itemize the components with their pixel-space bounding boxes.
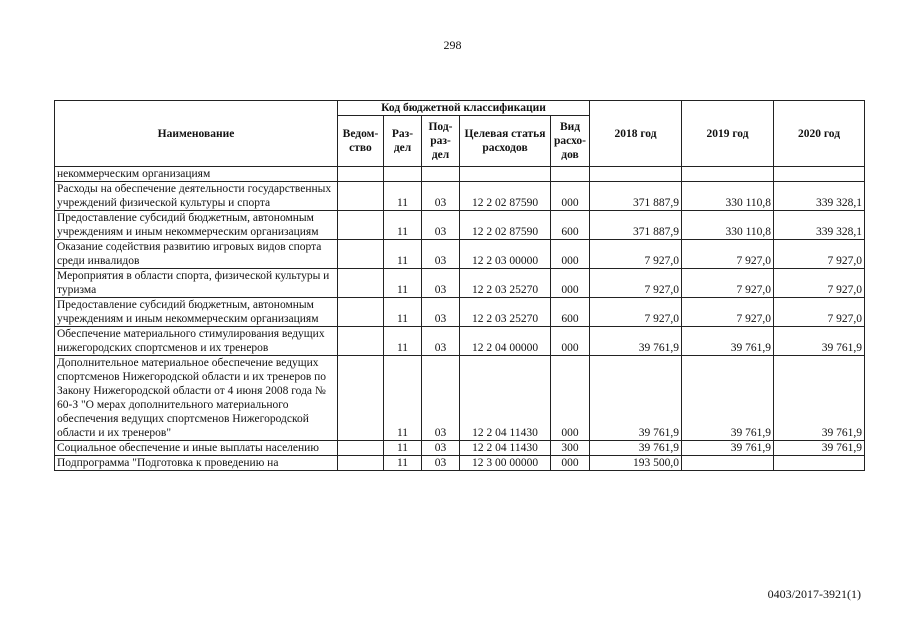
row-podrazdel: 03 <box>422 327 460 356</box>
table-row <box>55 441 865 456</box>
row-celevaya-statya: 12 2 04 00000 <box>460 327 551 356</box>
row-podrazdel: 03 <box>422 211 460 240</box>
row-value-2018: 371 887,9 <box>590 211 682 240</box>
table-row <box>55 167 865 182</box>
row-razdel: 11 <box>384 456 422 471</box>
row-celevaya-statya: 12 2 03 25270 <box>460 269 551 298</box>
row-celevaya-statya: 12 3 00 00000 <box>460 456 551 471</box>
row-razdel: 11 <box>384 298 422 327</box>
row-vid-rashodov: 000 <box>551 269 590 298</box>
row-vid-rashodov: 600 <box>551 298 590 327</box>
row-vid-rashodov: 300 <box>551 441 590 456</box>
header-budget-code-group: Код бюджетной классификации <box>338 101 590 116</box>
row-value-2020: 7 927,0 <box>774 240 865 269</box>
row-razdel: 11 <box>384 441 422 456</box>
row-value-2019: 330 110,8 <box>682 211 774 240</box>
row-value-2020: 7 927,0 <box>774 269 865 298</box>
header-vid-rashodov: Вид расхо-дов <box>551 116 590 167</box>
row-value-2020: 339 328,1 <box>774 211 865 240</box>
row-razdel: 11 <box>384 269 422 298</box>
header-vedomstvo: Ведом-ство <box>338 116 384 167</box>
row-vedomstvo <box>338 240 384 269</box>
row-vedomstvo <box>338 441 384 456</box>
row-value-2019: 39 761,9 <box>682 441 774 456</box>
row-value-2018: 7 927,0 <box>590 269 682 298</box>
row-name: Предоставление субсидий бюджетным, автономным учреждениям и иным некоммерческим организациям <box>55 211 338 240</box>
header-2018: 2018 год <box>590 101 682 167</box>
row-name: некоммерческим организациям <box>55 167 338 182</box>
row-vedomstvo <box>338 269 384 298</box>
row-name: Расходы на обеспечение деятельности государственных учреждений физической культуры и спорта <box>55 182 338 211</box>
row-value-2020 <box>774 167 865 182</box>
row-celevaya-statya: 12 2 02 87590 <box>460 182 551 211</box>
row-podrazdel: 03 <box>422 269 460 298</box>
table-row <box>55 456 865 471</box>
table-row <box>55 356 865 441</box>
row-name: Обеспечение материального стимулирования ведущих нижегородских спортсменов и их тренеров <box>55 327 338 356</box>
header-razdel: Раз-дел <box>384 116 422 167</box>
row-razdel: 11 <box>384 327 422 356</box>
table-row <box>55 327 865 356</box>
row-celevaya-statya: 12 2 04 11430 <box>460 356 551 441</box>
row-razdel: 11 <box>384 240 422 269</box>
table-row <box>55 211 865 240</box>
row-name: Предоставление субсидий бюджетным, автономным учреждениям и иным некоммерческим организациям <box>55 298 338 327</box>
row-podrazdel: 03 <box>422 456 460 471</box>
row-value-2019: 7 927,0 <box>682 269 774 298</box>
row-vid-rashodov: 600 <box>551 211 590 240</box>
row-vedomstvo <box>338 167 384 182</box>
row-podrazdel: 03 <box>422 298 460 327</box>
row-vid-rashodov: 000 <box>551 240 590 269</box>
row-name: Подпрограмма "Подготовка к проведению на <box>55 456 338 471</box>
row-value-2019: 39 761,9 <box>682 356 774 441</box>
budget-table <box>54 100 865 471</box>
row-razdel <box>384 167 422 182</box>
row-value-2019: 7 927,0 <box>682 240 774 269</box>
row-podrazdel: 03 <box>422 356 460 441</box>
row-value-2019: 7 927,0 <box>682 298 774 327</box>
row-value-2019 <box>682 167 774 182</box>
header-name: Наименование <box>55 101 338 167</box>
row-celevaya-statya: 12 2 02 87590 <box>460 211 551 240</box>
document-code: 0403/2017-3921(1) <box>767 587 861 601</box>
header-2019: 2019 год <box>682 101 774 167</box>
header-celevaya-statya: Целевая статья расходов <box>460 116 551 167</box>
header-2020: 2020 год <box>774 101 865 167</box>
row-value-2020: 39 761,9 <box>774 356 865 441</box>
row-razdel: 11 <box>384 211 422 240</box>
row-celevaya-statya: 12 2 03 00000 <box>460 240 551 269</box>
page-number: 298 <box>443 38 462 52</box>
row-podrazdel: 03 <box>422 240 460 269</box>
row-name: Оказание содействия развитию игровых видов спорта среди инвалидов <box>55 240 338 269</box>
row-name: Мероприятия в области спорта, физической культуры и туризма <box>55 269 338 298</box>
row-name: Социальное обеспечение и иные выплаты населению <box>55 441 338 456</box>
table-row <box>55 269 865 298</box>
row-value-2019 <box>682 456 774 471</box>
row-value-2019: 330 110,8 <box>682 182 774 211</box>
table-row <box>55 182 865 211</box>
row-razdel: 11 <box>384 356 422 441</box>
row-value-2020: 339 328,1 <box>774 182 865 211</box>
row-vedomstvo <box>338 211 384 240</box>
table-row <box>55 240 865 269</box>
table-row <box>55 298 865 327</box>
header-podrazdel: Под-раз-дел <box>422 116 460 167</box>
row-value-2020: 39 761,9 <box>774 327 865 356</box>
row-value-2019: 39 761,9 <box>682 327 774 356</box>
row-razdel: 11 <box>384 182 422 211</box>
row-value-2018: 371 887,9 <box>590 182 682 211</box>
row-value-2018: 39 761,9 <box>590 327 682 356</box>
row-vedomstvo <box>338 327 384 356</box>
row-value-2018: 7 927,0 <box>590 240 682 269</box>
row-value-2018: 39 761,9 <box>590 356 682 441</box>
row-value-2020 <box>774 456 865 471</box>
row-value-2020: 39 761,9 <box>774 441 865 456</box>
row-podrazdel <box>422 167 460 182</box>
row-value-2018: 7 927,0 <box>590 298 682 327</box>
row-vedomstvo <box>338 356 384 441</box>
row-name: Дополнительное материальное обеспечение ведущих спортсменов Нижегородской области и их тренеров по Закону Нижегородской области от 4 июня 2008 года № 60-З "О мерах дополнительного материального обеспечения ведущих спортсменов Нижегородской области и их тренеров" <box>55 356 338 441</box>
row-vid-rashodov: 000 <box>551 456 590 471</box>
row-vid-rashodov: 000 <box>551 356 590 441</box>
row-celevaya-statya <box>460 167 551 182</box>
row-value-2020: 7 927,0 <box>774 298 865 327</box>
row-vedomstvo <box>338 298 384 327</box>
row-vid-rashodov <box>551 167 590 182</box>
row-podrazdel: 03 <box>422 182 460 211</box>
row-value-2018 <box>590 167 682 182</box>
row-value-2018: 193 500,0 <box>590 456 682 471</box>
table-body <box>55 167 865 471</box>
row-vedomstvo <box>338 456 384 471</box>
row-podrazdel: 03 <box>422 441 460 456</box>
row-vid-rashodov: 000 <box>551 327 590 356</box>
row-vid-rashodov: 000 <box>551 182 590 211</box>
row-celevaya-statya: 12 2 03 25270 <box>460 298 551 327</box>
row-celevaya-statya: 12 2 04 11430 <box>460 441 551 456</box>
row-vedomstvo <box>338 182 384 211</box>
row-value-2018: 39 761,9 <box>590 441 682 456</box>
